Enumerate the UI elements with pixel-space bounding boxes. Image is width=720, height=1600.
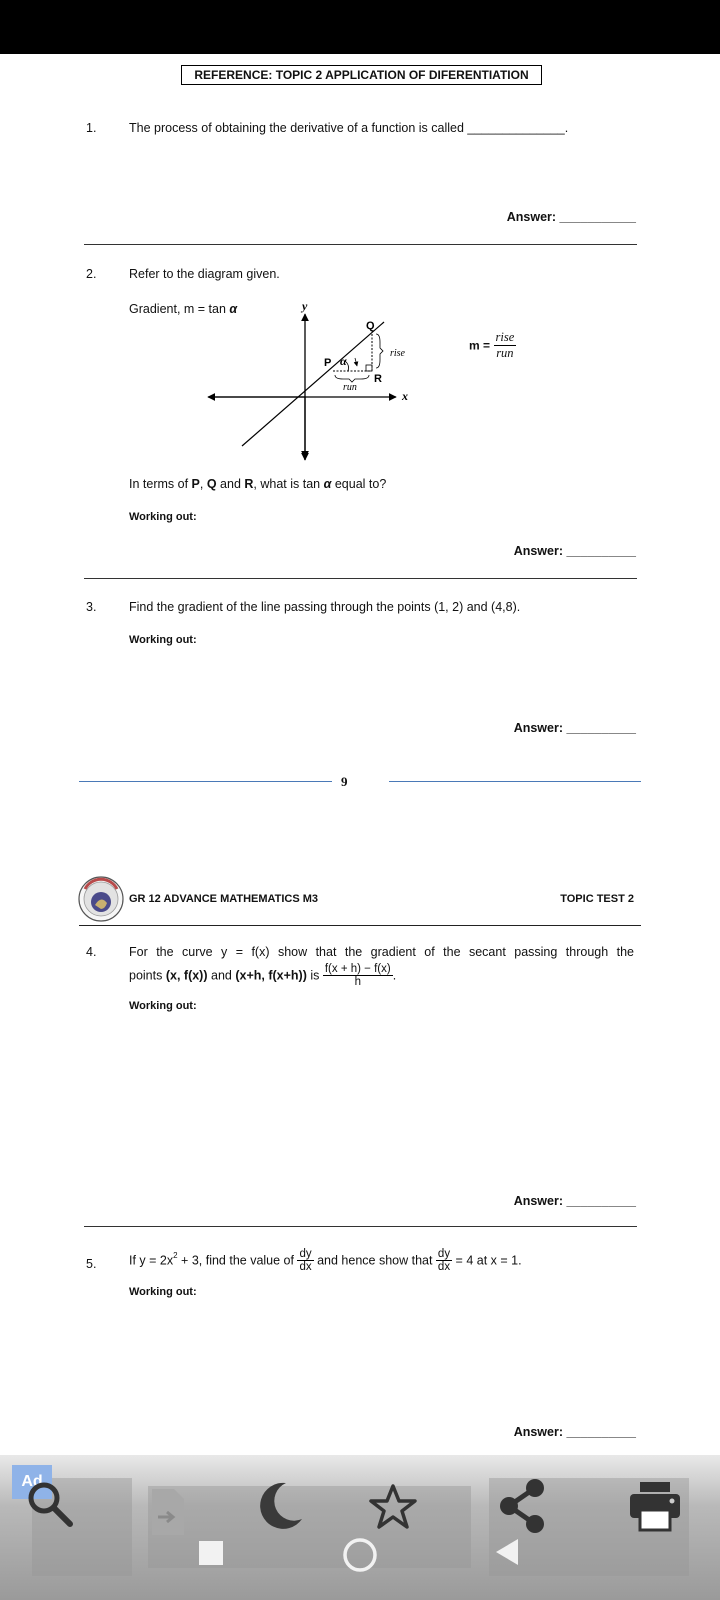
question-1-text: The process of obtaining the derivative of a function is called ______________. — [129, 121, 569, 135]
school-logo — [77, 875, 125, 923]
rise-numerator: rise — [495, 330, 515, 344]
run-label: run — [343, 382, 357, 393]
back-button[interactable] — [494, 1537, 520, 1567]
question-4-number: 4. — [86, 945, 97, 959]
question-4-text: For the curve y = f(x) show that the gradient of the secant passing through the — [129, 945, 634, 959]
q2-part: equal to? — [331, 477, 387, 491]
x-axis-label: x — [402, 389, 408, 403]
home-button[interactable] — [342, 1537, 378, 1573]
q5-part: + 3, find the value of — [177, 1253, 298, 1268]
gradient-text: Gradient, m = tan — [129, 302, 230, 316]
rise-label: rise — [390, 348, 405, 359]
question-3-number: 3. — [86, 600, 97, 614]
dy-numerator: dy — [437, 1248, 451, 1260]
question-2-prompt — [129, 477, 386, 491]
dy-dx-fraction — [297, 1248, 313, 1273]
ad-badge[interactable]: Ad — [12, 1465, 52, 1499]
question-3-answer: Answer: __________ — [513, 721, 636, 735]
q2-part: P — [191, 477, 200, 491]
dx-denominator: dx — [437, 1261, 451, 1273]
dy-dx-fraction — [436, 1248, 452, 1273]
question-4-line-2 — [129, 963, 396, 988]
page-footer-line-left — [79, 781, 332, 782]
q5-exponent: 2 — [173, 1250, 178, 1260]
q4-part: is — [306, 968, 323, 983]
rise-over-run — [494, 330, 517, 361]
question-5-working-label: Working out: — [129, 1286, 197, 1298]
run-denominator: run — [496, 346, 514, 360]
question-1-answer: Answer: ___________ — [506, 210, 636, 224]
q5-part: and hence show that — [313, 1253, 436, 1268]
status-bar — [0, 0, 720, 54]
dx-denominator: dx — [299, 1261, 312, 1273]
question-4-answer: Answer: __________ — [513, 1194, 636, 1208]
difference-quotient — [323, 963, 393, 988]
point-q-label: Q — [366, 320, 375, 332]
reference-title: REFERENCE: TOPIC 2 APPLICATION OF DIFERENTIATION — [181, 65, 542, 85]
toolbar-tile — [148, 1486, 471, 1568]
question-4-working-label: Working out: — [129, 1000, 197, 1012]
divider — [84, 578, 637, 579]
gradient-formula — [469, 330, 516, 361]
divider — [84, 244, 637, 245]
share-icon[interactable] — [497, 1478, 549, 1534]
q2-part: In terms of — [129, 477, 192, 491]
q5-part: = 4 at x = 1. — [452, 1253, 522, 1268]
q2-part: α — [323, 477, 332, 491]
question-3-working-label: Working out: — [129, 634, 197, 646]
question-2-text: Refer to the diagram given. — [129, 267, 280, 281]
header-divider — [79, 925, 641, 926]
difference-quotient-denominator: h — [354, 976, 361, 988]
q4-part: (x, f(x)) — [165, 968, 208, 983]
print-icon[interactable] — [628, 1480, 682, 1532]
angle-alpha-label: α — [340, 354, 347, 368]
q4-part: (x+h, f(x+h)) — [235, 968, 307, 983]
bookmark-star-icon[interactable] — [368, 1483, 418, 1531]
q2-part: Q — [206, 477, 217, 491]
question-5-text — [129, 1248, 522, 1273]
search-icon[interactable] — [24, 1478, 76, 1530]
question-5-number: 5. — [86, 1257, 97, 1271]
q4-part: . — [392, 968, 397, 983]
page-footer-line-right — [389, 781, 641, 782]
gradient-diagram — [200, 298, 420, 470]
q4-part: and — [207, 968, 236, 983]
night-mode-icon[interactable] — [252, 1479, 306, 1533]
q2-part: , — [199, 477, 207, 491]
header-course-title: GR 12 ADVANCE MATHEMATICS M3 — [129, 893, 319, 905]
header-topic-test: TOPIC TEST 2 — [560, 893, 634, 905]
q2-part: R — [244, 477, 254, 491]
page-number: 9 — [341, 774, 348, 789]
q4-part: points — [129, 968, 166, 983]
point-r-label: R — [374, 373, 382, 385]
question-5-answer: Answer: __________ — [513, 1425, 636, 1439]
secant-line — [242, 322, 384, 446]
q5-part: If y = 2x — [129, 1253, 174, 1268]
q2-part: and — [216, 477, 245, 491]
difference-quotient-numerator: f(x + h) − f(x) — [324, 963, 391, 975]
alpha-symbol: α — [229, 302, 238, 316]
question-2-answer: Answer: __________ — [513, 544, 636, 558]
document-icon[interactable] — [148, 1487, 188, 1537]
divider — [84, 1226, 637, 1227]
y-axis-label: y — [302, 299, 308, 313]
m-label: m = — [469, 338, 491, 353]
dy-numerator: dy — [299, 1248, 312, 1260]
question-1-number: 1. — [86, 121, 97, 135]
question-2-working-label: Working out: — [129, 511, 197, 523]
question-3-text: Find the gradient of the line passing through the points (1, 2) and (4,8). — [129, 600, 521, 614]
q2-part: , what is tan — [253, 477, 324, 491]
point-p-label: P — [324, 357, 332, 369]
question-2-number: 2. — [86, 267, 97, 281]
recent-apps-button[interactable] — [199, 1541, 223, 1565]
